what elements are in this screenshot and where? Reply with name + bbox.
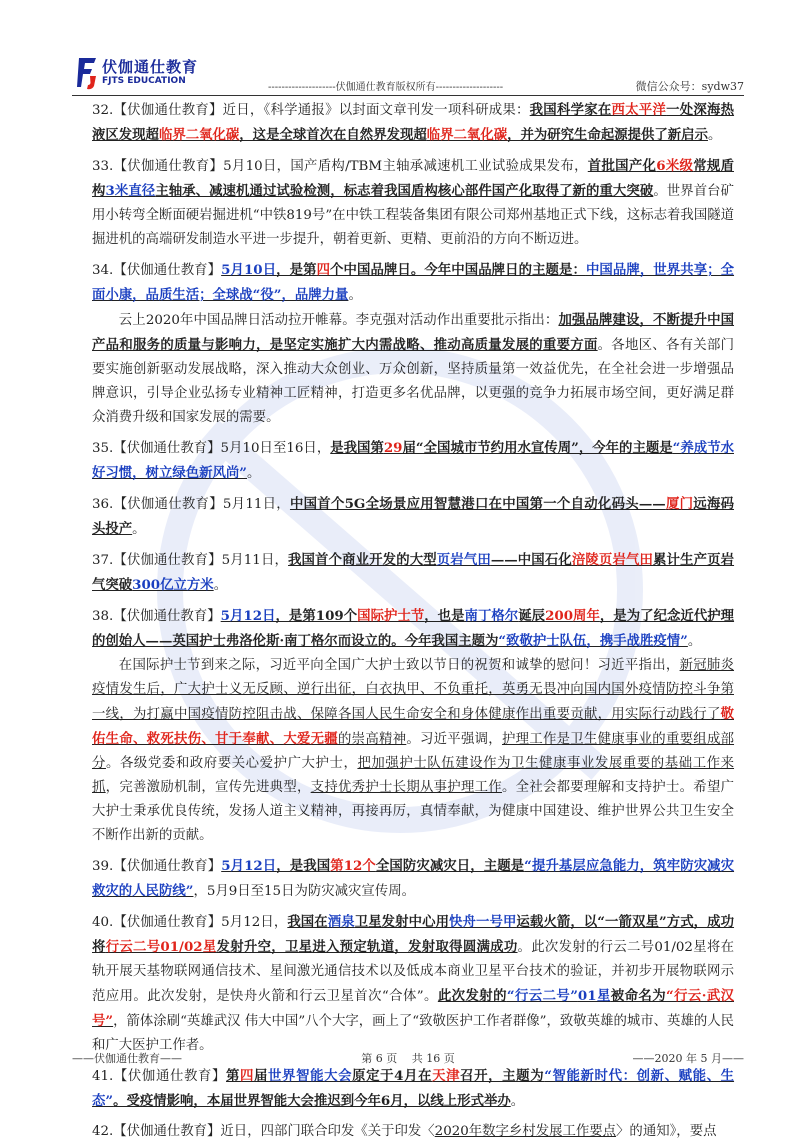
page-number: 第 6 页 共 16 页 (361, 1052, 455, 1065)
footer-brand: ——伏伽通仕教育—— (72, 1052, 182, 1065)
news-item-41: 41.【伏伽通仕教育】第四届世界智能大会原定于4月在天津召开，主题为“智能新时代：创新、赋能、生态”。受疫情影响，本届世界智能大会推迟到今年6月，以线上形式举办。 (92, 1068, 735, 1109)
news-item-38-detail: 在国际护士节到来之际，习近平向全国广大护士致以节日的祝贺和诚挚的慰问！习近平指出，新冠肺炎疫情发生后，广大护士义无反顾、逆行出征，白衣执甲、不负重托，英勇无畏冲向国内国外疫情防控斗争第一线，为打赢中国疫情防控阻击战、保障各国人民生命安全和身体健康作出重要贡献，用实际行动践行了敬佑生命、救死扶伤、甘于奉献、大爱无疆的崇高精神。习近平强调，护理工作是卫生健康事业的重要组成部分。各级党委和政府要关心爱护广大护士，把加强护士队伍建设作为卫生健康事业发展重要的基础工作来抓，完善激励机制，宣传先进典型，支持优秀护士长期从事护理工作。全社会都要理解和支持护士。希望广大护士秉承优良传统，发扬人道主义精神，再接再厉，真情奉献，为健康中国建设、维护世界公共卫生安全不断作出新的贡献。 (92, 658, 735, 843)
page-footer (72, 1050, 744, 1070)
news-item-34-detail: 云上2020年中国品牌日活动拉开帷幕。李克强对活动作出重要批示指出：加强品牌建设，不断提升中国产品和服务的质量与影响力，是坚定实施扩大内需战略、推动高质量发展的重要方面。各地区、各有关部门要实施创新驱动发展战略，深入推动大众创业、万众创新，坚持质量第一效益优先，在全社会进一步增强品牌意识，引导企业弘扬专业精神工匠精神，打造更多名优品牌，以更强的竞争力拓展市场空间，更好满足群众消费升级和国家发展的需要。 (92, 312, 735, 425)
news-item-40: 40.【伏伽通仕教育】5月12日，我国在酒泉卫星发射中心用快舟一号甲运载火箭，以“一箭双星”方式，成功将行云二号01/02星发射升空，卫星进入预定轨道，发射取得圆满成功。此次发射的行云二号01/02星将在轨开展天基物联网通信技术、星间激光通信技术以及低成本商业卫星平台技术的验证，并初步开展物联网示范应用。此次发射，是快舟火箭和行云卫星首次“合体”。此次发射的“行云二号”01星被命名为“行云·武汉号”，箭体涂刷“英雄武汉 伟大中国”八个大字，画上了“致敬医护工作者群像”，致敬英雄的城市、英雄的人民和广大医护工作者。 (92, 914, 735, 1053)
copyright-line: --------------------伏伽通仕教育版权所有-------------------- (268, 82, 504, 93)
news-item-36: 36.【伏伽通仕教育】5月11日，中国首个5G全场景应用智慧港口在中国第一个自动化码头——厦门远海码头投产。 (92, 496, 735, 537)
news-item-32: 32.【伏伽通仕教育】近日，《科学通报》以封面文章刊发一项科研成果：我国科学家在西太平洋一处深海热液区发现超临界二氧化碳，这是全球首次在自然界发现超临界二氧化碳，并为研究生命起源提供了新启示。 (92, 102, 735, 143)
news-item-39: 39.【伏伽通仕教育】5月12日，是我国第12个全国防灾减灾日，主题是“提升基层应急能力，筑牢防灾减灾救灾的人民防线”，5月9日至15日为防灾减灾宣传周。 (92, 858, 735, 899)
wechat-account: 微信公众号：sydw37 (635, 80, 744, 93)
news-item-38: 38.【伏伽通仕教育】5月12日，是第109个国际护士节，也是南丁格尔诞辰200周年，是为了纪念近代护理的创始人——英国护士弗洛伦斯·南丁格尔而设立的。今年我国主题为“致敬护士队伍，携手战胜疫情”。 (92, 608, 735, 649)
fj-logo-icon (76, 56, 98, 90)
news-item-34: 34.【伏伽通仕教育】5月10日，是第四个中国品牌日。今年中国品牌日的主题是：中国品牌，世界共享；全面小康，品质生活；全球战“役”，品牌力量。 (92, 262, 735, 303)
brand-logo (72, 54, 222, 96)
news-item-37: 37.【伏伽通仕教育】5月11日，我国首个商业开发的大型页岩气田——中国石化涪陵页岩气田累计生产页岩气突破300亿立方米。 (92, 552, 735, 593)
logo-text-cn: 伏伽通仕教育 (102, 58, 199, 76)
logo-text-en: FJTS EDUCATION (102, 76, 186, 86)
news-item-42: 42.【伏伽通仕教育】近日，四部门联合印发《关于印发〈2020年数字乡村发展工作要点〉的通知》，要点 (92, 1124, 717, 1139)
footer-date: ——2020 年 5 月—— (632, 1052, 744, 1065)
page-header (72, 54, 744, 96)
news-item-33: 33.【伏伽通仕教育】5月10日，国产盾构/TBM主轴承减速机工业试验成果发布，首批国产化6米级常规盾构3米直径主轴承、减速机通过试验检测，标志着我国盾构核心部件国产化取得了新的重大突破。世界首台矿用小转弯全断面硬岩掘进机“中铁819号”在中铁工程装备集团有限公司郑州基地正式下线，这标志着我国隧道掘进机的高端研发制造水平进一步提升，朝着更新、更精、更前沿的方向不断迈进。 (92, 158, 735, 247)
news-item-35: 35.【伏伽通仕教育】5月10日至16日，是我国第29届“全国城市节约用水宣传周”，今年的主题是“养成节水好习惯，树立绿色新风尚”。 (92, 440, 734, 481)
header-divider (72, 95, 744, 96)
